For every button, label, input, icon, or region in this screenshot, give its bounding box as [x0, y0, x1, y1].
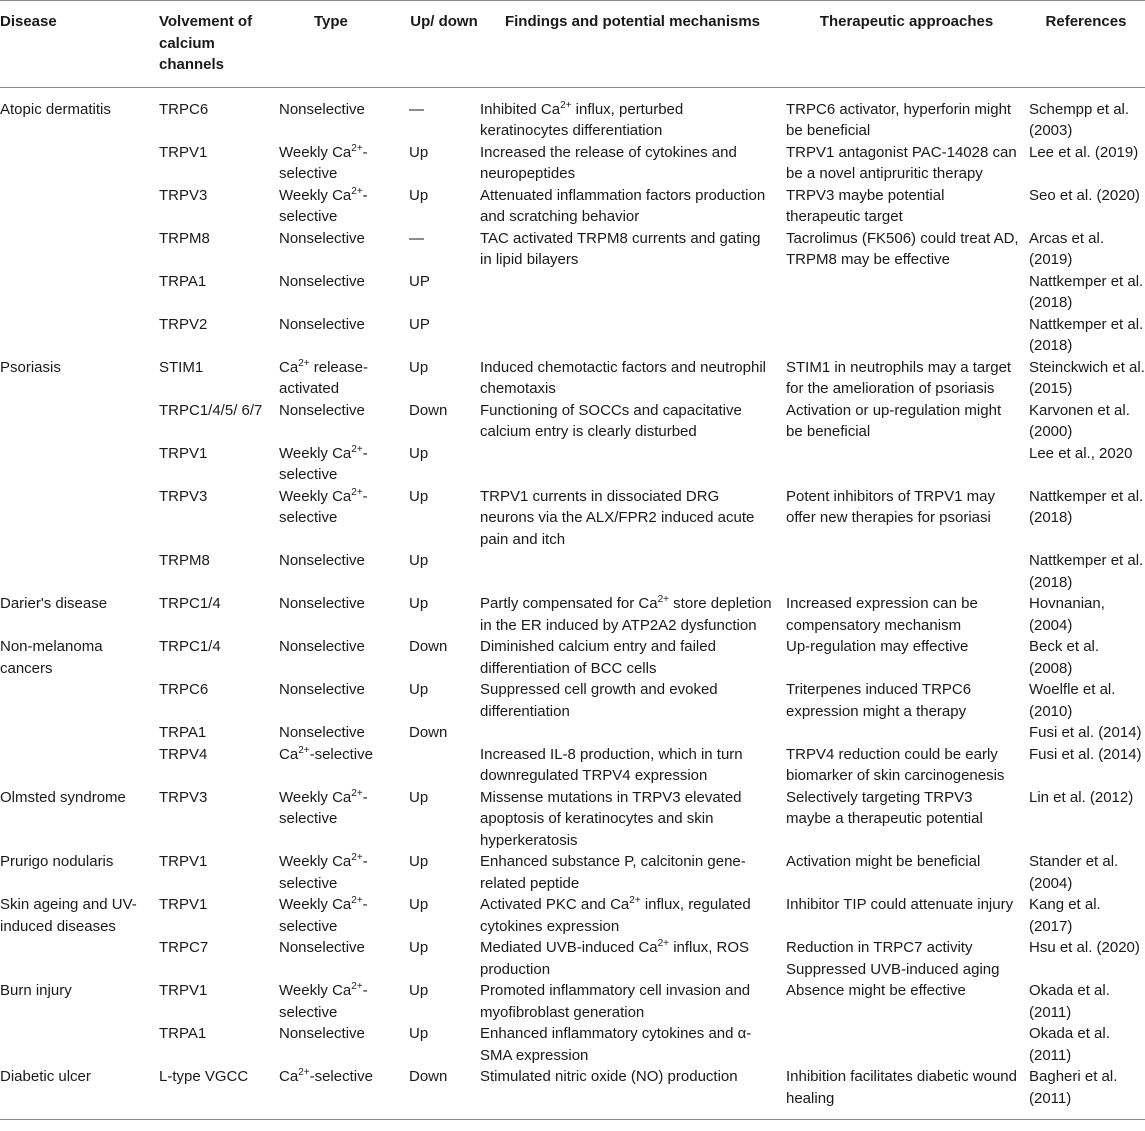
therapy-cell: [786, 271, 1027, 314]
findings-cell: [479, 271, 786, 314]
table-row: [0, 87, 1145, 142]
channel-cell: TRPV1: [159, 143, 208, 161]
disease-cell: Psoriasis: [0, 358, 61, 376]
updown-cell: Up: [409, 982, 429, 999]
disease-cell: Prurigo nodularis: [0, 853, 114, 870]
header-type: Type: [279, 1, 409, 88]
updown-cell: UP: [409, 315, 430, 333]
channel-cell: TRPC7: [159, 939, 209, 956]
updown-cell: Up: [409, 681, 429, 698]
therapy-cell: TRPV3 maybe potential therapeutic target: [786, 186, 945, 225]
therapy-cell: TRPV4 reduction could be early biomarker of skin carcinogenesis: [786, 745, 1005, 784]
findings-cell: [479, 722, 786, 744]
table-row: [0, 1023, 1145, 1066]
channel-cell: TRPV1: [159, 444, 208, 462]
updown-cell: Up: [409, 853, 429, 870]
header-channels: Volvement of calcium channels: [159, 1, 279, 88]
table-row: [0, 851, 1145, 894]
therapy-cell: Selectively targeting TRPV3 maybe a therapeutic potential: [786, 788, 983, 827]
type-cell: Weekly $Ca^{2+}$-selective: [279, 787, 368, 827]
disease-cell: Atopic dermatitis: [0, 100, 111, 118]
channel-cell: TRPC1/4/5/ 6/7: [159, 401, 263, 419]
therapy-cell: [786, 314, 1027, 357]
disease-cell: Non-melanoma cancers: [0, 638, 103, 677]
type-cell: Nonselective: [279, 552, 365, 569]
type-cell: Nonselective: [279, 724, 365, 741]
findings-cell: Inhibited $Ca^{2+}$ influx, perturbed keratinocytes differentiation: [480, 99, 684, 139]
header-findings: Findings and potential mechanisms: [479, 1, 786, 88]
findings-cell: Enhanced substance P, calcitonin gene-related peptide: [480, 853, 746, 892]
type-cell: Weekly $Ca^{2+}$-selective: [279, 852, 368, 892]
findings-cell: Attenuated inflammation factors production and scratching behavior: [480, 186, 766, 225]
table-row: [0, 142, 1145, 185]
channel-cell: TRPV1: [159, 896, 208, 913]
table-row: [0, 314, 1145, 357]
reference-cell: Nattkemper et al. (2018): [1029, 552, 1144, 591]
findings-cell: Missense mutations in TRPV3 elevated apoptosis of keratinocytes and skin hyperkeratosis: [480, 788, 742, 849]
therapy-cell: Increased expression can be compensatory mechanism: [786, 595, 978, 634]
type-cell: Nonselective: [279, 1025, 365, 1042]
disease-cell: [0, 142, 159, 185]
disease-cell: Diabetic ulcer: [0, 1066, 159, 1120]
updown-cell: —: [409, 229, 424, 247]
type-cell: Nonselective: [279, 315, 365, 333]
type-cell: Nonselective: [279, 939, 365, 956]
disease-cell: Darier's disease: [0, 595, 108, 612]
channel-cell: TRPA1: [159, 272, 207, 290]
updown-cell: Up: [409, 186, 429, 204]
reference-cell: Bagheri et al. (2011): [1027, 1066, 1145, 1120]
disease-cell: [0, 400, 159, 443]
table-row: [0, 228, 1145, 271]
disease-cell: [0, 1023, 159, 1066]
reference-cell: Seo et al. (2020): [1029, 186, 1140, 204]
table-row: [0, 357, 1145, 400]
disease-cell: [0, 722, 159, 744]
table-row: [0, 185, 1145, 228]
channel-cell: TRPM8: [159, 552, 210, 569]
table-row: [0, 744, 1145, 787]
type-cell: $Ca^{2+}$ release-activated: [279, 357, 368, 397]
header-therapy: Therapeutic approaches: [786, 1, 1027, 88]
disease-cell: [0, 314, 159, 357]
therapy-cell: Potent inhibitors of TRPV1 may offer new therapies for psoriasi: [786, 487, 995, 526]
findings-cell: Activated PKC and $Ca^{2+}$ influx, regulated cytokines expression: [480, 895, 751, 935]
therapy-cell: [786, 1023, 1027, 1066]
channel-cell: TRPA1: [159, 1025, 207, 1042]
type-cell: Nonselective: [279, 100, 365, 118]
findings-cell: Mediated UVB-induced $Ca^{2+}$ influx, ROS production: [480, 938, 750, 978]
table-row: [0, 679, 1145, 722]
disease-cell: [0, 486, 159, 551]
channel-cell: L-type VGCC: [159, 1066, 279, 1120]
updown-cell: Up: [409, 143, 429, 161]
channel-cell: TRPC6: [159, 100, 209, 118]
disease-cell: Burn injury: [0, 982, 72, 999]
updown-cell: Up: [409, 896, 429, 913]
therapy-cell: [786, 550, 1027, 593]
table-row: [0, 400, 1145, 443]
type-cell: $Ca^{2+}$-selective: [279, 1066, 409, 1120]
reference-cell: Karvonen et al. (2000): [1029, 401, 1130, 440]
therapy-cell: TRPV1 antagonist PAC-14028 can be a novel antipruritic therapy: [786, 143, 1017, 182]
table-row: [0, 787, 1145, 852]
updown-cell: Up: [409, 358, 429, 376]
therapy-cell: [786, 722, 1027, 744]
updown-cell: Up: [409, 552, 429, 569]
reference-cell: Kang et al. (2017): [1029, 896, 1101, 935]
therapy-cell: Tacrolimus (FK506) could treat AD, TRPM8 may be effective: [786, 229, 1019, 268]
channel-cell: TRPV1: [159, 853, 208, 870]
findings-cell: [479, 550, 786, 593]
channel-cell: TRPV4: [159, 745, 208, 763]
reference-cell: Nattkemper et al. (2018): [1029, 487, 1144, 526]
findings-cell: TRPV1 currents in dissociated DRG neurons via the ALX/FPR2 induced acute pain and itch: [480, 487, 755, 548]
header-references: References: [1027, 1, 1145, 88]
disease-cell: [0, 185, 159, 228]
header-disease: Disease: [0, 1, 159, 88]
therapy-cell: Triterpenes induced TRPC6 expression might a therapy: [786, 681, 972, 720]
reference-cell: Schempp et al. (2003): [1029, 100, 1130, 139]
findings-cell: TAC activated TRPM8 currents and gating in lipid bilayers: [480, 229, 761, 268]
type-cell: Nonselective: [279, 272, 365, 290]
type-cell: $Ca^{2+}$-selective: [279, 744, 373, 763]
table-row: [0, 722, 1145, 744]
table-row: [0, 1066, 1145, 1120]
table-body: [0, 87, 1145, 1120]
reference-cell: Fusi et al. (2014): [1029, 724, 1142, 741]
findings-cell: Stimulated nitric oxide (NO) production: [479, 1066, 786, 1120]
updown-cell: Down: [409, 724, 448, 741]
findings-cell: Induced chemotactic factors and neutrophil chemotaxis: [480, 358, 767, 397]
disease-cell: [0, 937, 159, 980]
type-cell: Nonselective: [279, 681, 365, 698]
therapy-cell: TRPC6 activator, hyperforin might be beneficial: [786, 100, 1012, 139]
findings-cell: Suppressed cell growth and evoked differentiation: [480, 681, 718, 720]
updown-cell: Up: [409, 1025, 429, 1042]
channel-cell: TRPV3: [159, 788, 208, 806]
updown-cell: Down: [409, 638, 448, 655]
updown-cell: Up: [409, 595, 429, 612]
header-updown: Up/ down: [409, 1, 479, 88]
table-row: [0, 443, 1145, 486]
reference-cell: Woelfle et al. (2010): [1029, 681, 1116, 720]
channel-cell: TRPV3: [159, 487, 208, 505]
therapy-cell: Up-regulation may effective: [786, 638, 969, 655]
disease-cell: [0, 271, 159, 314]
reference-cell: Hsu et al. (2020): [1029, 939, 1140, 956]
disease-cell: [0, 443, 159, 486]
therapy-cell: Inhibition facilitates diabetic wound healing: [786, 1066, 1027, 1120]
reference-cell: Lee et al. (2019): [1029, 143, 1139, 161]
updown-cell: Down: [409, 1066, 479, 1120]
type-cell: Nonselective: [279, 638, 365, 655]
table-row: [0, 593, 1145, 636]
channel-cell: TRPV2: [159, 315, 208, 333]
findings-cell: [479, 314, 786, 357]
reference-cell: Lin et al. (2012): [1029, 788, 1134, 806]
type-cell: Weekly $Ca^{2+}$-selective: [279, 895, 368, 935]
reference-cell: Lee et al., 2020: [1029, 444, 1133, 462]
channel-cell: TRPC6: [159, 681, 209, 698]
therapy-cell: Activation or up-regulation might be beneficial: [786, 401, 1002, 440]
type-cell: Nonselective: [279, 595, 365, 612]
updown-cell: Down: [409, 401, 448, 419]
reference-cell: Stander et al. (2004): [1029, 853, 1119, 892]
therapy-cell: Activation might be beneficial: [786, 853, 981, 870]
table-row: [0, 271, 1145, 314]
type-cell: Weekly $Ca^{2+}$-selective: [279, 443, 368, 483]
therapy-cell: Inhibitor TIP could attenuate injury: [786, 896, 1014, 913]
reference-cell: Steinckwich et al. (2015): [1029, 358, 1145, 397]
updown-cell: Up: [409, 788, 429, 806]
table-row: [0, 486, 1145, 551]
findings-cell: Diminished calcium entry and failed differentiation of BCC cells: [480, 638, 716, 677]
updown-cell: Up: [409, 487, 429, 505]
reference-cell: Hovnanian, (2004): [1029, 595, 1105, 634]
type-cell: Weekly $Ca^{2+}$-selective: [279, 142, 368, 182]
updown-cell: —: [409, 100, 424, 118]
channel-cell: TRPV3: [159, 186, 208, 204]
table-row: [0, 894, 1145, 937]
channel-cell: TRPC1/4: [159, 595, 221, 612]
updown-cell: Up: [409, 444, 429, 462]
disease-cell: [0, 679, 159, 722]
channel-cell: STIM1: [159, 358, 204, 376]
type-cell: Nonselective: [279, 229, 365, 247]
reference-cell: Arcas et al. (2019): [1029, 229, 1105, 268]
therapy-cell: [786, 443, 1027, 486]
type-cell: Weekly $Ca^{2+}$-selective: [279, 981, 368, 1021]
findings-cell: Functioning of SOCCs and capacitative calcium entry is clearly disturbed: [480, 401, 742, 440]
findings-cell: Increased the release of cytokines and neuropeptides: [480, 143, 737, 182]
reference-cell: Okada et al. (2011): [1029, 982, 1110, 1021]
table-row: [0, 550, 1145, 593]
reference-cell: Nattkemper et al. (2018): [1029, 315, 1144, 354]
type-cell: Weekly $Ca^{2+}$-selective: [279, 486, 368, 526]
disease-cell: [0, 744, 159, 787]
findings-cell: [479, 443, 786, 486]
findings-cell: Partly compensated for $Ca^{2+}$ store depletion in the ER induced by ATP2A2 dysfunction: [480, 594, 772, 634]
table-row: [0, 937, 1145, 980]
updown-cell: Up: [409, 939, 429, 956]
findings-cell: Increased IL-8 production, which in turn downregulated TRPV4 expression: [480, 745, 743, 784]
table-row: [0, 980, 1145, 1023]
findings-cell: Promoted inflammatory cell invasion and myofibroblast generation: [480, 982, 751, 1021]
findings-cell: Enhanced inflammatory cytokines and α-SMA expression: [480, 1025, 752, 1064]
type-cell: Nonselective: [279, 401, 365, 419]
channel-cell: TRPM8: [159, 229, 210, 247]
table-row: [0, 636, 1145, 679]
disease-cell: [0, 228, 159, 271]
disease-cell: Olmsted syndrome: [0, 788, 126, 806]
disease-cell: Skin ageing and UV-induced diseases: [0, 896, 137, 935]
updown-cell: [409, 744, 479, 787]
channel-cell: TRPA1: [159, 724, 207, 741]
reference-cell: Nattkemper et al. (2018): [1029, 272, 1144, 311]
reference-cell: Fusi et al. (2014): [1029, 745, 1142, 763]
reference-cell: Beck et al. (2008): [1029, 638, 1100, 677]
disease-cell: [0, 550, 159, 593]
therapy-cell: Reduction in TRPC7 activity Suppressed UVB-induced aging: [786, 939, 1000, 978]
header-row: [0, 1, 1145, 88]
reference-cell: Okada et al. (2011): [1029, 1025, 1110, 1064]
channel-cell: TRPV1: [159, 982, 208, 999]
updown-cell: UP: [409, 272, 430, 290]
channel-cell: TRPC1/4: [159, 638, 221, 655]
therapy-cell: STIM1 in neutrophils may a target for the amelioration of psoriasis: [786, 358, 1012, 397]
type-cell: Weekly $Ca^{2+}$-selective: [279, 185, 368, 225]
therapy-cell: Absence might be effective: [786, 982, 966, 999]
